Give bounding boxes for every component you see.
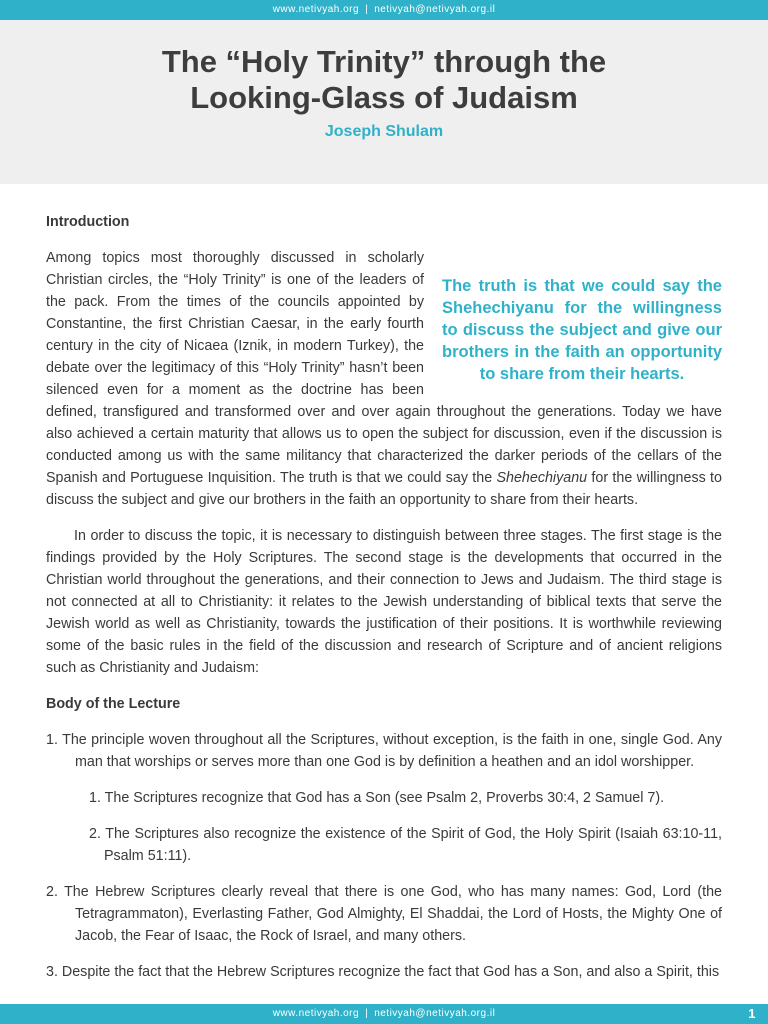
sub-list-item-2: 2. The Scriptures also recognize the existence of the Spirit of God, the Holy Spirit (Isaiah 63:10-11, Psalm 51:11). — [89, 826, 722, 864]
top-separator: | — [365, 4, 369, 15]
list-item-1: 1. The principle woven throughout all the Scriptures, without exception, is the faith in one, single God. Any man that worships or serves more than one God is by definition a heathen and an idol worshipper. — [46, 732, 722, 770]
title-line-2: Looking-Glass of Judaism — [190, 80, 578, 115]
title-line-1: The “Holy Trinity” through the — [161, 44, 607, 79]
sub-list-item-1: 1. The Scriptures recognize that God has a Son (see Psalm 2, Proverbs 30:4, 2 Samuel 7). — [89, 790, 665, 806]
article-body — [46, 211, 722, 997]
pull-quote: The truth is that we could say the Shehechiyanu for the willingness to discuss the subject and give our brothers in the faith an opportunity to share from their hearts. — [442, 277, 722, 383]
bottom-website-link[interactable]: www.netivyah.org — [272, 1008, 360, 1019]
top-website-link[interactable]: www.netivyah.org — [272, 4, 360, 15]
bottom-contact-bar — [0, 1004, 768, 1024]
top-email-link[interactable]: netivyah@netivyah.org.il — [374, 4, 496, 15]
bottom-separator: | — [365, 1008, 369, 1019]
page-number: 1 — [748, 1006, 756, 1021]
body-heading: Body of the Lecture — [46, 696, 181, 712]
article-title — [0, 44, 768, 116]
intro-text-end: for the willingness to discuss the subject and give our brothers in the faith an opportunity to share from their hearts. — [46, 470, 722, 508]
bottom-email-link[interactable]: netivyah@netivyah.org.il — [374, 1008, 496, 1019]
top-contact-bar — [0, 0, 768, 20]
list-item-3: 3. Despite the fact that the Hebrew Scriptures recognize the fact that God has a Son, and also a Spirit, this — [46, 964, 720, 980]
stages-paragraph: In order to discuss the topic, it is necessary to distinguish between three stages. The first stage is the findings provided by the Holy Scriptures. The second stage is the developments that occurred in the Christian world throughout the generations, and their connection to Jews and Judaism. The third stage is not connected at all to Christianity: it relates to the Jewish understanding of biblical texts that serve the Jewish world as well as Christianity, towards the justification of their positions. It is worthwhile reviewing some of the basic rules in the field of the discussion and research of Scripture and of ancient religions such as Christianity and Judaism: — [46, 528, 722, 676]
intro-italic-term: Shehechiyanu — [496, 470, 588, 486]
introduction-heading: Introduction — [46, 214, 130, 230]
intro-text-start: Among topics most thoroughly discussed in scholarly Christian circles, the “Holy Trinity” is one of the leaders of the pack. From the times of the councils appointed by Constantine, the first Christian Caesar, in the early fourth century in the city of Nicaea (Iznik, in modern Turkey), the debate over the legitimacy of this “Holy Trinity” hasn’t been silenced even for a moment as the doctrine has been defined, transfigured and transformed over and over again throughout the generations. Today we have also achieved a certain maturity that allows us to open the subject for discussion, even if the discussion is conducted among us with the same militancy that characterized the darker periods of the cellars of the Spanish and Portuguese Inquisition. The truth is that we could say the — [46, 250, 722, 486]
author-name: Joseph Shulam — [324, 123, 444, 140]
list-item-2: 2. The Hebrew Scriptures clearly reveal that there is one God, who has many names: God, Lord (the Tetragrammaton), Everlasting Father, God Almighty, El Shaddai, the Lord of Hosts, the Mighty One of Jacob, the Fear of Isaac, the Rock of Israel, and many others. — [46, 884, 722, 944]
